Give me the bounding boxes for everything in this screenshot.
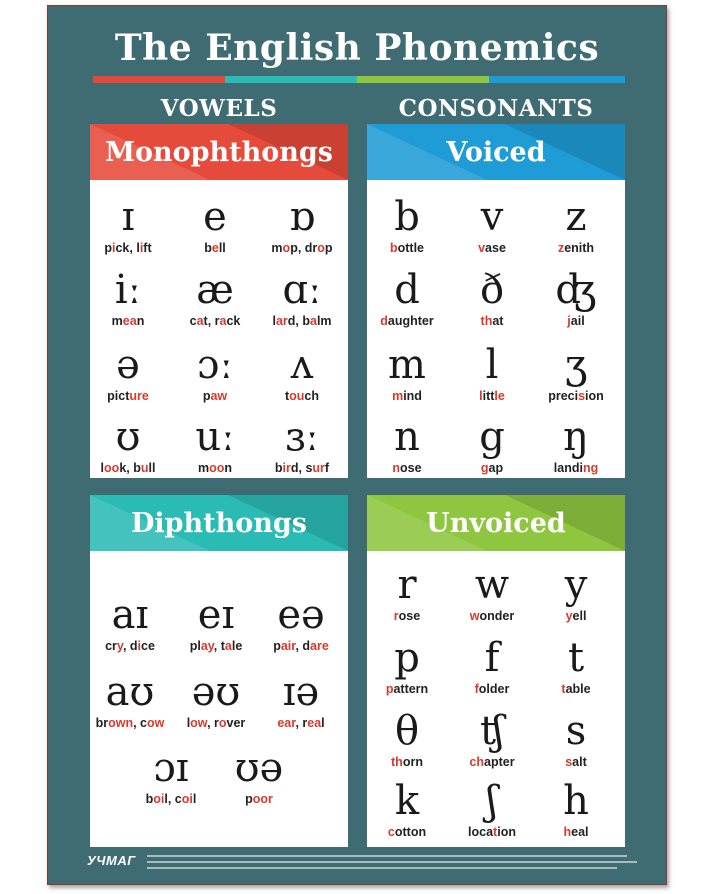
example-word: table [561,682,591,696]
phoneme-symbol: aɪ [111,592,149,638]
example-word: cry, dice [105,639,155,653]
phoneme-cell [171,592,261,654]
phoneme-symbol: ð [479,267,505,313]
phoneme-cell [447,342,537,404]
unvoiced-title: Unvoiced [426,507,566,539]
monophthongs-title: Monophthongs [105,136,333,168]
example-word: mop, drop [271,241,333,255]
example-word: lard, balm [272,314,332,328]
phoneme-symbol: iː [114,267,142,313]
phoneme-symbol: ɔɪ [153,745,189,791]
example-word: zenith [557,241,595,255]
vowels-heading: VOWELS [160,95,278,122]
phoneme-cell [90,194,173,256]
phoneme-cell [170,267,260,329]
example-word: rose [393,609,421,623]
phoneme-symbol: əʊ [191,669,241,715]
voiced-header [367,124,625,180]
title-stripe-red [93,76,225,83]
phoneme-symbol: ʊ [115,414,141,460]
phoneme-symbol: y [564,562,588,608]
example-word: look, bull [100,461,156,475]
example-word: paw [202,389,228,403]
phoneme-cell [367,342,452,404]
fine-print-line [147,855,627,857]
phoneme-symbol: h [563,778,589,824]
example-word: chapter [469,755,515,769]
phoneme-symbol: ɒ [289,194,315,240]
example-word: jail [567,314,585,328]
example-word: pair, dare [273,639,329,653]
phoneme-symbol: eɪ [197,592,235,638]
poster [47,5,667,885]
phoneme-cell [531,778,621,840]
phoneme-symbol: b [394,194,420,240]
phoneme-cell [367,414,452,476]
diphthongs-card [90,495,348,847]
phoneme-symbol: ɪə [282,669,320,715]
example-word: moon [197,461,233,475]
example-word: salt [565,755,587,769]
unvoiced-header [367,495,625,551]
phoneme-cell [90,267,173,329]
monophthongs-card [90,124,348,478]
phoneme-cell [214,745,304,807]
example-word: wonder [469,609,515,623]
monophthongs-header [90,124,348,180]
phoneme-symbol: aʊ [105,669,155,715]
phoneme-cell [447,194,537,256]
diphthongs-header [90,495,348,551]
phoneme-symbol: ʊə [234,745,284,791]
example-word: folder [474,682,510,696]
example-word: bottle [389,241,425,255]
phoneme-cell [367,267,452,329]
phoneme-symbol: ə [116,342,140,388]
phoneme-symbol: ɔː [197,342,233,388]
phoneme-cell [447,778,537,840]
phoneme-symbol: ɜː [285,414,319,460]
example-word: thorn [391,755,423,769]
phoneme-cell [367,778,452,840]
diphthongs-title: Diphthongs [130,507,307,539]
example-word: pick, lift [104,241,152,255]
phoneme-symbol: s [565,708,587,754]
example-word: landing [553,461,599,475]
example-word: picture [107,389,149,403]
poster-title: The English Phonemics [114,27,600,69]
unvoiced-card [367,495,625,847]
fine-print-line [147,861,637,863]
phoneme-cell [367,194,452,256]
example-word: pattern [385,682,429,696]
voiced-title: Voiced [446,136,546,168]
example-word: nose [392,461,422,475]
phoneme-symbol: ʃ [486,778,498,824]
phoneme-symbol: eə [277,592,325,638]
phoneme-cell [90,669,175,731]
phoneme-cell [257,342,347,404]
phoneme-cell [256,592,346,654]
phoneme-cell [257,414,347,476]
example-word: touch [284,389,320,403]
phoneme-cell [447,562,537,624]
phoneme-cell [257,267,347,329]
example-word: cotton [387,825,427,839]
phoneme-symbol: t [567,635,585,681]
consonants-heading: CONSONANTS [398,95,594,122]
example-word: bird, surf [274,461,330,475]
phoneme-symbol: v [480,194,504,240]
phoneme-cell [531,414,621,476]
example-word: cat, rack [189,314,241,328]
phoneme-symbol: p [394,635,420,681]
fine-print-line [147,867,617,869]
phoneme-cell [531,635,621,697]
phoneme-cell [171,669,261,731]
example-word: mean [111,314,145,328]
footer [87,851,647,877]
phoneme-symbol: ʌ [290,342,314,388]
example-word: vase [478,241,506,255]
phoneme-symbol: ɪ [121,194,135,240]
phoneme-symbol: d [394,267,420,313]
phoneme-symbol: m [388,342,426,388]
example-word: play, tale [189,639,243,653]
phoneme-symbol: ŋ [563,414,589,460]
phoneme-cell [531,194,621,256]
example-word: poor [245,792,273,806]
example-word: location [468,825,516,839]
example-word: daughter [380,314,434,328]
phoneme-symbol: æ [196,267,234,313]
example-word: mind [392,389,422,403]
phoneme-symbol: n [394,414,420,460]
phoneme-cell [367,562,452,624]
phoneme-cell [531,708,621,770]
phoneme-symbol: ʧ [480,708,504,754]
phoneme-cell [367,635,452,697]
phoneme-symbol: e [203,194,227,240]
example-word: yell [565,609,587,623]
phoneme-symbol: z [565,194,587,240]
phoneme-cell [447,635,537,697]
phoneme-cell [90,592,175,654]
phoneme-cell [367,708,452,770]
phoneme-symbol: k [394,778,420,824]
phoneme-symbol: g [479,414,505,460]
title-stripe-teal [225,76,357,83]
example-word: low, rover [186,716,246,730]
phoneme-cell [126,745,216,807]
phoneme-cell [90,342,173,404]
phoneme-symbol: f [484,635,500,681]
phoneme-cell [531,267,621,329]
phoneme-cell [447,414,537,476]
phoneme-symbol: ɑː [282,267,322,313]
example-word: that [480,314,504,328]
example-word: boil, coil [145,792,197,806]
phoneme-symbol: ʒ [564,342,588,388]
example-word: bell [204,241,226,255]
example-word: gap [480,461,504,475]
phoneme-symbol: θ [394,708,420,754]
example-word: heal [563,825,589,839]
phoneme-cell [170,342,260,404]
phoneme-symbol: ʤ [555,267,597,313]
phoneme-symbol: uː [195,414,235,460]
phoneme-cell [257,194,347,256]
phoneme-cell [170,194,260,256]
example-word: little [479,389,505,403]
phoneme-cell [170,414,260,476]
phoneme-symbol: r [397,562,417,608]
publisher-logo: УЧМАГ [87,853,136,868]
title-stripe-green [357,76,489,83]
phoneme-cell [256,669,346,731]
phoneme-symbol: l [485,342,499,388]
phoneme-cell [447,708,537,770]
phoneme-cell [447,267,537,329]
example-word: brown, cow [95,716,165,730]
example-word: precision [548,389,604,403]
title-stripe-blue [489,76,625,83]
example-word: ear, real [277,716,325,730]
phoneme-cell [90,414,173,476]
phoneme-cell [531,562,621,624]
voiced-card [367,124,625,478]
phoneme-cell [531,342,621,404]
phoneme-symbol: w [474,562,510,608]
